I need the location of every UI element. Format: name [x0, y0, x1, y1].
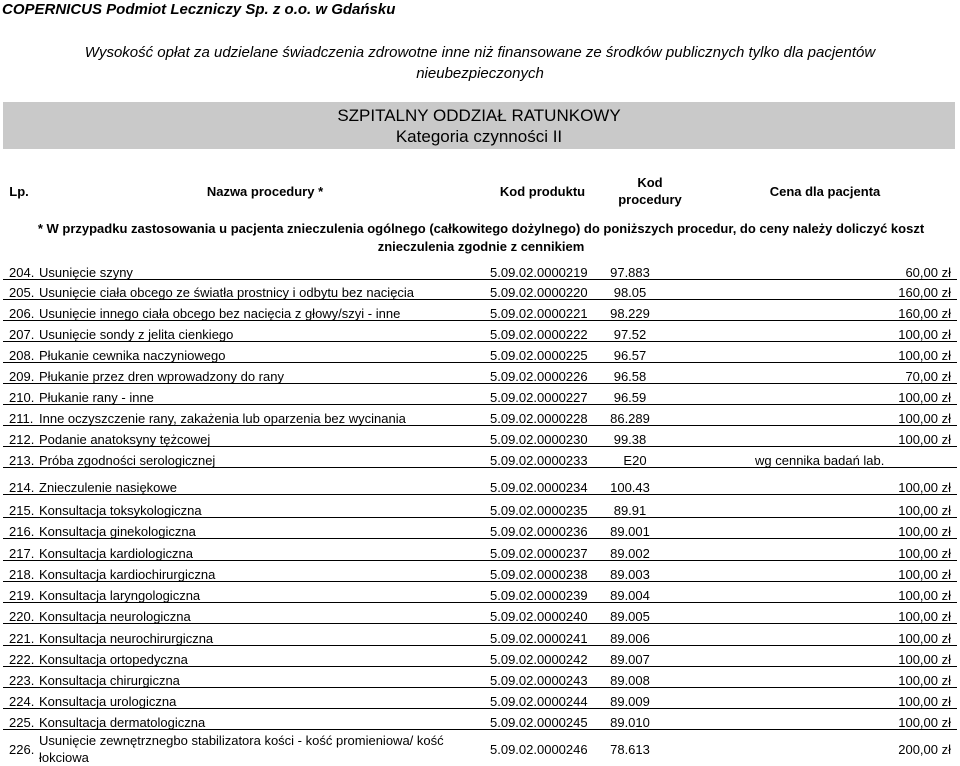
row-product-code: 5.09.02.0000244: [490, 694, 588, 709]
row-product-code: 5.09.02.0000233: [490, 453, 588, 468]
row-procedure-name: Usunięcie sondy z jelita cienkiego: [39, 327, 234, 342]
row-product-code: 5.09.02.0000220: [490, 285, 588, 300]
row-product-code: 5.09.02.0000242: [490, 652, 588, 667]
row-divider: [3, 446, 957, 447]
row-price: 60,00 zł: [905, 265, 951, 280]
row-procedure-name: Płukanie przez dren wprowadzony do rany: [39, 369, 284, 384]
row-lp: 224.: [9, 694, 35, 709]
row-procedure-name: Konsultacja toksykologiczna: [39, 503, 202, 518]
row-product-code: 5.09.02.0000230: [490, 432, 588, 447]
row-procedure-name: Znieczulenie nasiękowe: [39, 480, 178, 495]
row-price: 100,00 zł: [898, 652, 951, 667]
row-procedure-code: 98.229: [610, 306, 650, 321]
row-price: 100,00 zł: [898, 715, 951, 730]
row-procedure-code: E20: [623, 453, 647, 468]
row-procedure-name: Konsultacja urologiczna: [39, 694, 177, 709]
row-product-code: 5.09.02.0000227: [490, 390, 588, 405]
row-procedure-name: Konsultacja chirurgiczna: [39, 673, 180, 688]
row-divider: [3, 666, 957, 667]
row-divider: [3, 383, 957, 384]
row-procedure-code: 100.43: [610, 480, 650, 495]
procedure-name-line-1: Usunięcie zewnętrznegbo stabilizatora kości - kość promieniowa/ kość: [39, 733, 444, 748]
row-procedure-code: 89.003: [610, 567, 650, 582]
row-procedure-code: 89.009: [610, 694, 650, 709]
row-divider: [3, 687, 957, 688]
row-procedure-code: 89.002: [610, 546, 650, 561]
row-lp: 221.: [9, 631, 35, 646]
note-line-1: * W przypadku zastosowania u pacjenta znieczulenia ogólnego (całkowitego dożylnego) do poniższych procedur, do ceny należy doliczyć koszt: [37, 221, 925, 236]
table-row: [0, 344, 960, 363]
row-procedure-name: Usunięcie ciała obcego ze światła prostnicy i odbytu bez nacięcia: [39, 285, 415, 300]
row-product-code: 5.09.02.0000241: [490, 631, 588, 646]
row-price: wg cennika badań lab.: [755, 453, 885, 468]
row-procedure-code: 89.007: [610, 652, 650, 667]
row-lp: 222.: [9, 652, 35, 667]
column-header-product-code: Kod produktu: [499, 183, 586, 199]
column-header-name: Nazwa procedury *: [206, 183, 324, 199]
row-divider: [3, 279, 957, 280]
row-procedure-name: Konsultacja laryngologiczna: [39, 588, 201, 603]
document-subtitle: [0, 42, 960, 84]
table-row: [0, 711, 960, 730]
row-divider: [3, 560, 957, 561]
column-header-price: Cena dla pacjenta: [769, 183, 881, 199]
row-lp: 209.: [9, 369, 35, 384]
row-price: 100,00 zł: [898, 411, 951, 426]
row-lp: 211.: [9, 411, 34, 426]
row-product-code: 5.09.02.0000219: [490, 265, 588, 280]
row-price: 100,00 zł: [898, 609, 951, 624]
row-product-code: 5.09.02.0000240: [490, 609, 588, 624]
row-procedure-code: 96.58: [613, 369, 647, 384]
row-procedure-name: Konsultacja dermatologiczna: [39, 715, 206, 730]
table-row: [0, 669, 960, 688]
row-lp: 206.: [9, 306, 35, 321]
row-divider: [3, 299, 957, 300]
row-price: 70,00 zł: [905, 369, 951, 384]
row-price: 160,00 zł: [898, 306, 951, 321]
row-procedure-code: 78.613: [610, 742, 650, 757]
row-lp: 223.: [9, 673, 35, 688]
row-procedure-name: Konsultacja kardiologiczna: [39, 546, 193, 561]
subtitle-line-1: Wysokość opłat za udzielane świadczenia zdrowotne inne niż finansowane ze środków publicznych tylko dla pacjentów: [84, 44, 876, 61]
row-product-code: 5.09.02.0000225: [490, 348, 588, 363]
row-procedure-name: Próba zgodności serologicznej: [39, 453, 216, 468]
row-procedure-name: Konsultacja neurologiczna: [39, 609, 191, 624]
table-row: [0, 732, 960, 766]
note-line-2: znieczulenia zgodnie z cennikiem: [377, 239, 585, 254]
row-lp: 218.: [9, 567, 35, 582]
table-row: [0, 542, 960, 561]
row-divider: [3, 341, 957, 342]
row-price: 100,00 zł: [898, 694, 951, 709]
row-price: 200,00 zł: [898, 742, 951, 757]
table-row: [0, 407, 960, 426]
row-product-code: 5.09.02.0000228: [490, 411, 588, 426]
row-divider: [3, 708, 957, 709]
table-row: [0, 563, 960, 582]
table-row: [0, 648, 960, 667]
table-row: [0, 471, 960, 495]
department-title: SZPITALNY ODDZIAŁ RATUNKOWY: [337, 106, 621, 125]
column-header-lp: Lp.: [9, 183, 29, 199]
table-row: [0, 365, 960, 384]
row-procedure-code: 89.004: [610, 588, 650, 603]
row-procedure-code: 96.57: [613, 348, 647, 363]
row-product-code: 5.09.02.0000237: [490, 546, 588, 561]
table-row: [0, 605, 960, 624]
row-procedure-name: Płukanie cewnika naczyniowego: [39, 348, 226, 363]
row-lp: 225.: [9, 715, 35, 730]
column-header-procedure-code: [605, 168, 695, 214]
row-procedure-name: Konsultacja kardiochirurgiczna: [39, 567, 216, 582]
row-divider: [3, 729, 957, 730]
row-price: 100,00 zł: [898, 480, 951, 495]
category-title: Kategoria czynności II: [395, 127, 563, 146]
row-procedure-code: 89.005: [610, 609, 650, 624]
row-procedure-code: 89.010: [610, 715, 650, 730]
subtitle-line-2: nieubezpieczonych: [416, 65, 544, 82]
row-price: 100,00 zł: [898, 348, 951, 363]
row-procedure-name: Konsultacja neurochirurgiczna: [39, 631, 214, 646]
table-row: [0, 281, 960, 300]
row-divider: [3, 517, 957, 518]
row-procedure-name: Podanie anatoksyny tężcowej: [39, 432, 211, 447]
row-product-code: 5.09.02.0000221: [490, 306, 588, 321]
row-product-code: 5.09.02.0000246: [490, 742, 588, 757]
row-procedure-code: 89.008: [610, 673, 650, 688]
procedure-code-header-line-2: procedury: [618, 192, 682, 207]
row-procedure-code: 98.05: [613, 285, 647, 300]
row-procedure-name: Usunięcie innego ciała obcego bez nacięcia z głowy/szyi - inne: [39, 306, 401, 321]
row-price: 100,00 zł: [898, 503, 951, 518]
row-divider: [3, 320, 957, 321]
row-divider: [3, 581, 957, 582]
row-divider: [3, 645, 957, 646]
row-lp: 204.: [9, 265, 35, 280]
row-lp: 214.: [9, 480, 35, 495]
table-row: [0, 323, 960, 342]
row-product-code: 5.09.02.0000235: [490, 503, 588, 518]
row-divider: [3, 602, 957, 603]
table-row: [0, 386, 960, 405]
row-divider: [3, 362, 957, 363]
row-procedure-name: Inne oczyszczenie rany, zakażenia lub oparzenia bez wycinania: [39, 411, 406, 426]
row-product-code: 5.09.02.0000238: [490, 567, 588, 582]
table-row: [0, 449, 960, 468]
row-lp: 226.: [9, 742, 35, 757]
row-procedure-code: 96.59: [613, 390, 647, 405]
department-band: [3, 102, 955, 149]
row-divider: [3, 425, 957, 426]
row-divider: [3, 467, 957, 468]
row-price: 100,00 zł: [898, 588, 951, 603]
anesthesia-note: [10, 220, 952, 256]
table-row: [0, 497, 960, 518]
row-procedure-code: 89.91: [613, 503, 647, 518]
row-price: 100,00 zł: [898, 390, 951, 405]
row-price: 160,00 zł: [898, 285, 951, 300]
row-procedure-code: 86.289: [610, 411, 650, 426]
row-lp: 220.: [9, 609, 35, 624]
row-product-code: 5.09.02.0000236: [490, 524, 588, 539]
row-procedure-code: 97.883: [610, 265, 650, 280]
row-price: 100,00 zł: [898, 432, 951, 447]
row-product-code: 5.09.02.0000239: [490, 588, 588, 603]
table-row: [0, 690, 960, 709]
organization-name: COPERNICUS Podmiot Leczniczy Sp. z o.o. w Gdańsku: [2, 1, 396, 18]
row-divider: [3, 538, 957, 539]
row-lp: 208.: [9, 348, 35, 363]
row-lp: 205.: [9, 285, 35, 300]
row-procedure-code: 97.52: [613, 327, 647, 342]
table-row: [0, 428, 960, 447]
row-price: 100,00 zł: [898, 673, 951, 688]
row-price: 100,00 zł: [898, 546, 951, 561]
table-row: [0, 302, 960, 321]
row-price: 100,00 zł: [898, 631, 951, 646]
row-lp: 217.: [9, 546, 35, 561]
row-procedure-code: 99.38: [613, 432, 647, 447]
row-lp: 213.: [9, 453, 35, 468]
row-lp: 210.: [9, 390, 35, 405]
table-row: [0, 261, 960, 280]
row-product-code: 5.09.02.0000245: [490, 715, 588, 730]
table-row: [0, 520, 960, 539]
row-lp: 212.: [9, 432, 35, 447]
row-procedure-code: 89.001: [610, 524, 650, 539]
row-price: 100,00 zł: [898, 524, 951, 539]
row-product-code: 5.09.02.0000222: [490, 327, 588, 342]
row-divider: [3, 494, 957, 495]
row-lp: 207.: [9, 327, 35, 342]
table-row: [0, 584, 960, 603]
row-price: 100,00 zł: [898, 567, 951, 582]
row-price: 100,00 zł: [898, 327, 951, 342]
row-procedure-name: Płukanie rany - inne: [39, 390, 154, 405]
row-product-code: 5.09.02.0000243: [490, 673, 588, 688]
row-lp: 219.: [9, 588, 35, 603]
row-procedure-name: Usunięcie szyny: [39, 265, 133, 280]
table-row: [0, 627, 960, 646]
procedure-code-header-line-1: Kod: [637, 175, 663, 190]
row-procedure-code: 89.006: [610, 631, 650, 646]
row-divider: [3, 404, 957, 405]
row-product-code: 5.09.02.0000226: [490, 369, 588, 384]
row-procedure-name: Konsultacja ortopedyczna: [39, 652, 188, 667]
row-procedure-name: [39, 732, 444, 766]
procedure-name-line-2: łokciowa: [39, 750, 89, 765]
row-lp: 215.: [9, 503, 35, 518]
row-product-code: 5.09.02.0000234: [490, 480, 588, 495]
row-procedure-name: Konsultacja ginekologiczna: [39, 524, 196, 539]
row-divider: [3, 623, 957, 624]
row-lp: 216.: [9, 524, 35, 539]
